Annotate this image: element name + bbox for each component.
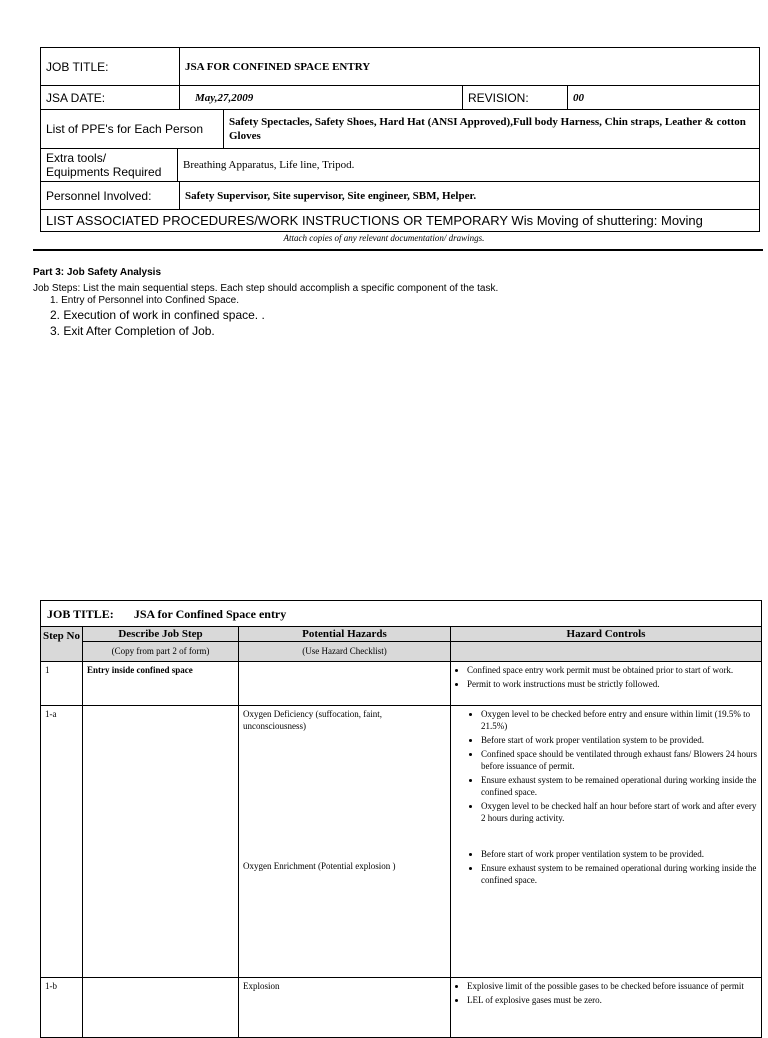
jsa-job-title-row bbox=[41, 601, 762, 627]
hazard-control-item: • Confined space entry work permit must be obtained prior to start of work. bbox=[467, 664, 757, 676]
personnel-row bbox=[41, 182, 760, 210]
hazard-control-item: • Oxygen level to be checked before entry and ensure within limit (19.5% to 21.5%) bbox=[481, 708, 757, 732]
tools-label: Extra tools/ Equipments Required bbox=[41, 149, 178, 181]
col-header-job-step: Describe Job Step bbox=[83, 627, 239, 642]
hazard-control-item: • Ensure exhaust system to be remained operational during working inside the confined space. bbox=[481, 774, 757, 798]
revision-value: 00 bbox=[568, 86, 760, 110]
job-step-description bbox=[83, 978, 239, 1038]
jsa-header-table bbox=[40, 47, 760, 232]
revision-label: REVISION: bbox=[463, 86, 568, 110]
hazard-control-item: • Before start of work proper ventilation system to be provided. bbox=[481, 734, 757, 746]
attach-note: Attach copies of any relevant documentation/ drawings. bbox=[283, 233, 485, 243]
part3-title: Part 3: Job Safety Analysis bbox=[33, 267, 162, 278]
job-step-3: 3. Exit After Completion of Job. bbox=[50, 324, 215, 338]
jsa-job-title-value: JSA for Confined Space entry bbox=[133, 606, 287, 621]
job-step-1: 1. Entry of Personnel into Confined Space. bbox=[50, 295, 240, 306]
jsa-job-title-label: JOB TITLE: bbox=[47, 606, 114, 621]
procedures-row bbox=[41, 210, 760, 232]
job-title-label: JOB TITLE: bbox=[41, 48, 180, 86]
jsa-analysis-table bbox=[40, 600, 762, 1038]
tools-value: Breathing Apparatus, Life line, Tripod. bbox=[183, 159, 355, 171]
section-divider bbox=[33, 249, 763, 251]
jsa-date-label: JSA DATE: bbox=[41, 86, 180, 110]
column-subheader-row bbox=[41, 642, 762, 662]
hazard-control-item: • Confined space should be ventilated through exhaust fans/ Blowers 24 hours before issuance of permit. bbox=[481, 748, 757, 772]
job-step-2: 2. Execution of work in confined space. . bbox=[50, 308, 265, 322]
col-header-hazards: Potential Hazards bbox=[239, 627, 451, 642]
job-steps-intro: Job Steps: List the main sequential steps. Each step should accomplish a specific component of the task. bbox=[33, 283, 499, 294]
potential-hazard: Explosion bbox=[239, 978, 451, 1038]
hazard-controls-list bbox=[455, 708, 757, 824]
job-step-description: Entry inside confined space bbox=[83, 662, 239, 706]
hazard-control-item: • Explosive limit of the possible gases to be checked before issuance of permit bbox=[467, 980, 757, 992]
hazard-control-item: • Before start of work proper ventilation system to be provided. bbox=[481, 848, 757, 860]
ppe-row bbox=[41, 110, 760, 149]
potential-hazard bbox=[239, 662, 451, 706]
col-subheader-hazards: (Use Hazard Checklist) bbox=[239, 642, 451, 662]
personnel-label: Personnel Involved: bbox=[41, 182, 180, 210]
hazard-control-item: • Permit to work instructions must be strictly followed. bbox=[467, 678, 757, 690]
potential-hazard: Oxygen Deficiency (suffocation, faint, unconsciousness) bbox=[243, 709, 383, 731]
job-title-value: JSA FOR CONFINED SPACE ENTRY bbox=[180, 48, 760, 86]
hazard-control-item: • Oxygen level to be checked half an hour before start of work and after every 2 hours during activity. bbox=[481, 800, 757, 824]
step-number: 1 bbox=[41, 662, 83, 706]
hazard-control-item: • Ensure exhaust system to be remained operational during working inside the confined space. bbox=[481, 862, 757, 886]
job-step-description bbox=[83, 706, 239, 978]
step-number: 1-b bbox=[41, 978, 83, 1038]
step-number: 1-a bbox=[41, 706, 83, 978]
ppe-label: List of PPE's for Each Person bbox=[41, 110, 224, 148]
table-row bbox=[41, 706, 762, 978]
col-subheader-job-step: (Copy from part 2 of form) bbox=[83, 642, 239, 662]
job-title-row bbox=[41, 48, 760, 86]
hazard-controls-list bbox=[455, 980, 757, 1006]
hazard-controls-list bbox=[455, 848, 757, 886]
procedures-text: LIST ASSOCIATED PROCEDURES/WORK INSTRUCTIONS OR TEMPORARY Wis Moving of shuttering: Moving bbox=[41, 210, 760, 232]
ppe-value: Safety Spectacles, Safety Shoes, Hard Hat (ANSI Approved),Full body Harness, Chin straps, Leather & cotton Gloves bbox=[229, 116, 746, 142]
jsa-date-value: May,27,2009 bbox=[180, 86, 463, 110]
personnel-value: Safety Supervisor, Site supervisor, Site engineer, SBM, Helper. bbox=[180, 182, 760, 210]
table-row bbox=[41, 978, 762, 1038]
jsa-date-row bbox=[41, 86, 760, 110]
potential-hazard: Oxygen Enrichment (Potential explosion ) bbox=[243, 861, 396, 871]
col-header-step-no: Step No bbox=[41, 627, 83, 662]
column-header-row bbox=[41, 627, 762, 642]
col-header-controls: Hazard Controls bbox=[451, 627, 762, 642]
hazard-controls-list bbox=[455, 664, 757, 690]
tools-row bbox=[41, 149, 760, 182]
hazard-control-item: • LEL of explosive gases must be zero. bbox=[467, 994, 757, 1006]
table-row bbox=[41, 662, 762, 706]
